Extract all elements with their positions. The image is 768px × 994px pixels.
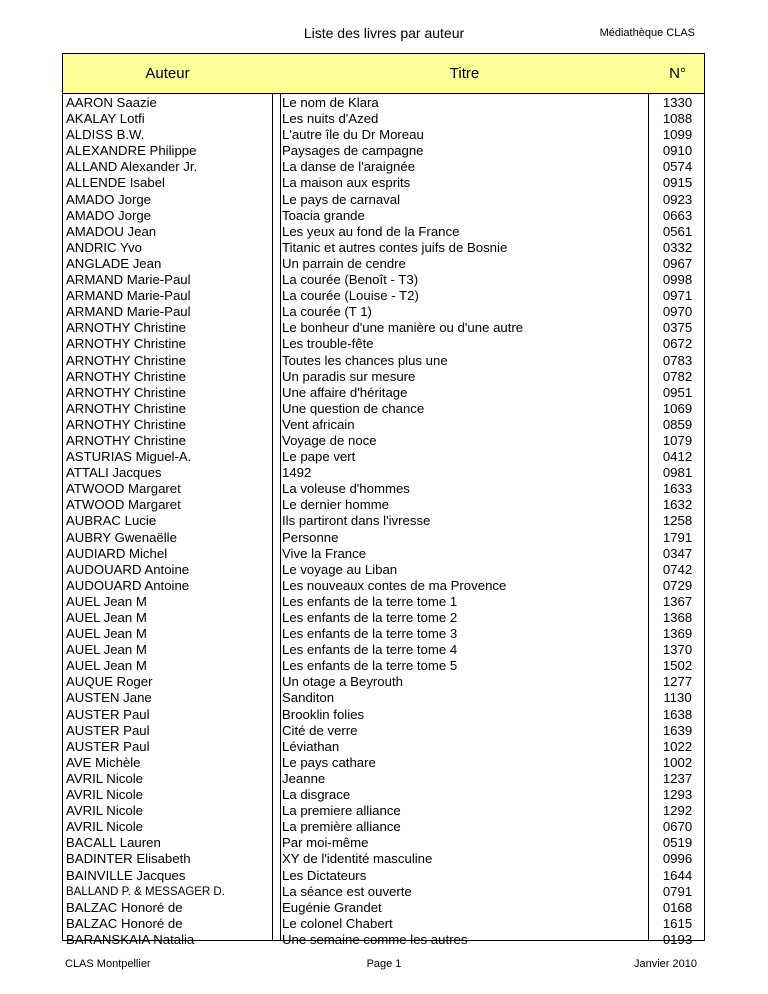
- table-row: [63, 658, 704, 674]
- title-cell: Voyage de noce: [282, 432, 377, 448]
- author-cell: AMADO Jorge: [66, 191, 152, 207]
- table-row: [63, 256, 704, 272]
- number-cell: 0574: [662, 159, 693, 175]
- title-cell: Toutes les chances plus une: [282, 352, 448, 368]
- title-cell: Les enfants de la terre tome 5: [282, 658, 458, 674]
- title-cell: Brooklin folies: [282, 706, 365, 722]
- number-cell: 1258: [662, 513, 693, 529]
- number-cell: 1069: [662, 400, 693, 416]
- number-cell: 1367: [662, 593, 693, 609]
- table-row: [63, 224, 704, 240]
- table-row: [63, 385, 704, 401]
- author-cell: AVRIL Nicole: [66, 803, 143, 819]
- title-cell: 1492: [282, 465, 312, 481]
- author-cell: AVRIL Nicole: [66, 787, 143, 803]
- title-cell: Un otage a Beyrouth: [282, 674, 403, 690]
- title-cell: Vent africain: [282, 416, 355, 432]
- author-cell: AMADO Jorge: [66, 207, 152, 223]
- number-cell: 1022: [662, 738, 693, 754]
- title-cell: Une affaire d'héritage: [282, 384, 408, 400]
- title-cell: Les Dictateurs: [282, 867, 367, 883]
- table-row: [63, 755, 704, 771]
- author-cell: ARNOTHY Christine: [66, 352, 186, 368]
- number-cell: 1293: [662, 787, 693, 803]
- author-cell: BALLAND P. & MESSAGER D.: [66, 885, 225, 898]
- title-cell: La disgrace: [282, 787, 351, 803]
- table-row: [63, 433, 704, 449]
- table-row: [63, 417, 704, 433]
- number-cell: 1369: [662, 626, 693, 642]
- title-cell: L'autre île du Dr Moreau: [282, 127, 424, 143]
- table-row: [63, 240, 704, 256]
- title-cell: Eugénie Grandet: [282, 899, 382, 915]
- author-cell: AUDOUARD Antoine: [66, 561, 190, 577]
- table-row: [63, 401, 704, 417]
- table-row: [63, 449, 704, 465]
- table-row: [63, 288, 704, 304]
- author-cell: AUEL Jean M: [66, 626, 147, 642]
- table-row: [63, 208, 704, 224]
- author-cell: AMADOU Jean: [66, 223, 157, 239]
- table-row: [63, 336, 704, 352]
- number-cell: 1002: [662, 754, 693, 770]
- page-title: Liste des livres par auteur: [303, 25, 465, 41]
- number-cell: 0193: [662, 931, 693, 947]
- title-cell: Sanditon: [282, 690, 335, 706]
- number-cell: 0791: [662, 883, 693, 899]
- title-cell: Une semaine comme les autres: [282, 931, 468, 947]
- title-cell: La danse de l'araignée: [282, 159, 416, 175]
- author-cell: ARNOTHY Christine: [66, 416, 186, 432]
- title-cell: La premiere alliance: [282, 803, 401, 819]
- table-header: [63, 54, 704, 94]
- number-cell: 0971: [662, 288, 693, 304]
- table-row: [63, 465, 704, 481]
- title-cell: Ils partiront dans l'ivresse: [282, 513, 431, 529]
- number-cell: 0561: [662, 223, 693, 239]
- table-row: [63, 272, 704, 288]
- title-cell: Paysages de campagne: [282, 143, 424, 159]
- table-row: [63, 95, 704, 111]
- author-cell: BARANSKAIA Natalia: [66, 931, 195, 947]
- title-cell: Par moi-même: [282, 835, 369, 851]
- title-cell: La voleuse d'hommes: [282, 481, 410, 497]
- author-cell: BALZAC Honoré de: [66, 899, 183, 915]
- author-cell: ATTALI Jacques: [66, 465, 162, 481]
- author-cell: ANDRIC Yvo: [66, 239, 142, 255]
- author-cell: ARMAND Marie-Paul: [66, 272, 191, 288]
- table-row: [63, 143, 704, 159]
- table-row: [63, 546, 704, 562]
- number-cell: 0967: [662, 255, 693, 271]
- table-row: [63, 481, 704, 497]
- title-cell: Le pays de carnaval: [282, 191, 401, 207]
- title-cell: Vive la France: [282, 545, 367, 561]
- number-cell: 1502: [662, 658, 693, 674]
- author-cell: ARMAND Marie-Paul: [66, 304, 191, 320]
- table-row: [63, 707, 704, 723]
- author-cell: ALLENDE Isabel: [66, 175, 165, 191]
- books-table: [62, 53, 705, 947]
- table-row: [63, 626, 704, 642]
- table-row: [63, 819, 704, 835]
- author-cell: AARON Saazie: [66, 95, 157, 110]
- table-row: [63, 835, 704, 851]
- author-cell: AUEL Jean M: [66, 642, 147, 658]
- author-cell: AUBRAC Lucie: [66, 513, 157, 529]
- author-cell: AUEL Jean M: [66, 593, 147, 609]
- author-cell: ALDISS B.W.: [66, 127, 145, 143]
- author-cell: ALLAND Alexander Jr.: [66, 159, 198, 175]
- number-cell: 1632: [662, 497, 693, 513]
- title-cell: Jeanne: [282, 770, 326, 786]
- table-row: [63, 787, 704, 803]
- number-cell: 1644: [662, 867, 693, 883]
- table-row: [63, 127, 704, 143]
- number-cell: 0729: [662, 577, 693, 593]
- footer-date: Janvier 2010: [634, 958, 697, 970]
- table-row: [63, 690, 704, 706]
- author-cell: AVRIL Nicole: [66, 819, 143, 835]
- table-row: [63, 932, 704, 948]
- number-cell: 0859: [662, 416, 693, 432]
- table-row: [63, 562, 704, 578]
- number-cell: 0375: [662, 320, 693, 336]
- table-row: [63, 353, 704, 369]
- title-cell: Cité de verre: [282, 722, 358, 738]
- title-cell: La courée (T 1): [282, 304, 372, 320]
- title-cell: Les enfants de la terre tome 4: [282, 642, 458, 658]
- number-cell: 1130: [663, 690, 692, 706]
- author-cell: AVE Michèle: [66, 754, 141, 770]
- number-cell: 0670: [662, 819, 693, 835]
- number-cell: 0412: [662, 449, 693, 465]
- author-cell: BADINTER Elisabeth: [66, 851, 191, 867]
- title-cell: Léviathan: [282, 738, 340, 754]
- number-cell: 1791: [662, 529, 693, 545]
- table-row: [63, 369, 704, 385]
- author-cell: AKALAY Lotfi: [66, 111, 145, 127]
- table-body: [63, 95, 704, 948]
- number-cell: 1370: [662, 642, 693, 658]
- table-row: [63, 739, 704, 755]
- number-cell: 0672: [662, 336, 693, 352]
- number-cell: 0332: [662, 239, 693, 255]
- number-cell: 1088: [662, 111, 693, 127]
- number-cell: 1638: [662, 706, 693, 722]
- number-cell: 0519: [662, 835, 693, 851]
- number-cell: 1330: [662, 95, 693, 110]
- author-cell: AVRIL Nicole: [66, 770, 143, 786]
- number-cell: 0951: [662, 384, 693, 400]
- table-row: [63, 642, 704, 658]
- column-header-numero: N°: [669, 65, 686, 82]
- table-row: [63, 159, 704, 175]
- author-cell: AUEL Jean M: [66, 610, 147, 625]
- title-cell: La maison aux esprits: [282, 175, 411, 191]
- title-cell: Les enfants de la terre tome 3: [282, 626, 458, 642]
- number-cell: 1368: [662, 610, 693, 625]
- number-cell: 0998: [662, 272, 693, 288]
- table-row: [63, 674, 704, 690]
- table-row: [63, 803, 704, 819]
- title-cell: Un paradis sur mesure: [282, 368, 416, 384]
- table-row: [63, 320, 704, 336]
- author-cell: BAINVILLE Jacques: [66, 867, 186, 883]
- author-cell: BALZAC Honoré de: [66, 915, 183, 931]
- author-cell: ATWOOD Margaret: [66, 497, 181, 513]
- title-cell: Le pays cathare: [282, 754, 376, 770]
- author-cell: ARNOTHY Christine: [66, 368, 186, 384]
- library-name: Médiathèque CLAS: [599, 27, 695, 39]
- author-cell: BACALL Lauren: [66, 835, 161, 851]
- title-cell: Le dernier homme: [282, 497, 390, 513]
- title-cell: La séance est ouverte: [282, 883, 412, 899]
- table-row: [63, 578, 704, 594]
- title-cell: Personne: [282, 529, 339, 545]
- title-cell: La courée (Louise - T2): [282, 288, 419, 304]
- number-cell: 0347: [662, 545, 693, 561]
- table-row: [63, 610, 704, 626]
- number-cell: 1237: [662, 770, 693, 786]
- table-row: [63, 111, 704, 127]
- title-cell: Les enfants de la terre tome 2: [282, 610, 458, 625]
- author-cell: AUSTER Paul: [66, 738, 150, 754]
- number-cell: 0663: [662, 207, 693, 223]
- title-cell: La courée (Benoît - T3): [282, 272, 419, 288]
- author-cell: ARNOTHY Christine: [66, 432, 186, 448]
- title-cell: Le nom de Klara: [282, 95, 379, 110]
- table-row: [63, 723, 704, 739]
- author-cell: AUSTER Paul: [66, 722, 150, 738]
- table-row: [63, 851, 704, 867]
- title-cell: Le bonheur d'une manière ou d'une autre: [282, 320, 524, 336]
- title-cell: Le voyage au Liban: [282, 561, 398, 577]
- table-row: [63, 192, 704, 208]
- title-cell: Toacia grande: [282, 207, 365, 223]
- author-cell: ALEXANDRE Philippe: [66, 143, 197, 159]
- title-cell: Les nouveaux contes de ma Provence: [282, 577, 507, 593]
- footer-organization: CLAS Montpellier: [65, 958, 151, 970]
- table-row: [63, 304, 704, 320]
- number-cell: 1277: [662, 674, 693, 690]
- title-cell: Un parrain de cendre: [282, 255, 406, 271]
- title-cell: Les trouble-fête: [282, 336, 374, 352]
- author-cell: ARNOTHY Christine: [66, 384, 186, 400]
- table-row: [63, 175, 704, 191]
- author-cell: ANGLADE Jean: [66, 255, 162, 271]
- number-cell: 0910: [662, 143, 693, 159]
- author-cell: AUSTER Paul: [66, 706, 150, 722]
- number-cell: 0996: [662, 851, 693, 867]
- title-cell: Le colonel Chabert: [282, 915, 393, 931]
- title-cell: Titanic et autres contes juifs de Bosnie: [282, 239, 508, 255]
- number-cell: 0782: [662, 368, 693, 384]
- author-cell: ARNOTHY Christine: [66, 336, 186, 352]
- table-row: [63, 530, 704, 546]
- number-cell: 0742: [662, 561, 693, 577]
- author-cell: ASTURIAS Miguel-A.: [66, 449, 192, 465]
- author-cell: ARMAND Marie-Paul: [66, 288, 191, 304]
- number-cell: 0168: [662, 899, 693, 915]
- author-cell: AUBRY Gwenaëlle: [66, 529, 177, 545]
- table-row: [63, 594, 704, 610]
- title-cell: Les enfants de la terre tome 1: [282, 593, 458, 609]
- number-cell: 1292: [662, 803, 693, 819]
- table-row: [63, 900, 704, 916]
- title-cell: Une question de chance: [282, 400, 425, 416]
- number-cell: 0923: [662, 191, 693, 207]
- author-cell: ARNOTHY Christine: [66, 400, 186, 416]
- number-cell: 0915: [662, 175, 693, 191]
- table-row: [63, 771, 704, 787]
- author-cell: AUQUE Roger: [66, 674, 153, 690]
- title-cell: XY de l'identité masculine: [282, 851, 433, 867]
- author-cell: AUDIARD Michel: [66, 545, 168, 561]
- column-header-auteur: Auteur: [145, 65, 190, 82]
- author-cell: AUSTEN Jane: [66, 690, 152, 706]
- title-cell: Les nuits d'Azed: [282, 111, 379, 127]
- table-row: [63, 884, 704, 900]
- table-row: [63, 513, 704, 529]
- number-cell: 1639: [662, 722, 693, 738]
- author-cell: ATWOOD Margaret: [66, 481, 181, 497]
- number-cell: 1079: [662, 432, 693, 448]
- footer-page-number: Page 1: [366, 958, 402, 970]
- author-cell: ARNOTHY Christine: [66, 320, 186, 336]
- table-row: [63, 497, 704, 513]
- table-row: [63, 916, 704, 932]
- title-cell: Les yeux au fond de la France: [282, 223, 460, 239]
- number-cell: 0783: [662, 352, 693, 368]
- number-cell: 1099: [662, 127, 693, 143]
- title-cell: La première alliance: [282, 819, 401, 835]
- number-cell: 1633: [662, 481, 693, 497]
- author-cell: AUDOUARD Antoine: [66, 577, 190, 593]
- number-cell: 0970: [662, 304, 693, 320]
- title-cell: Le pape vert: [282, 449, 356, 465]
- number-cell: 0981: [662, 465, 693, 481]
- author-cell: AUEL Jean M: [66, 658, 147, 674]
- table-row: [63, 868, 704, 884]
- column-header-titre: Titre: [449, 65, 480, 82]
- number-cell: 1615: [662, 915, 693, 931]
